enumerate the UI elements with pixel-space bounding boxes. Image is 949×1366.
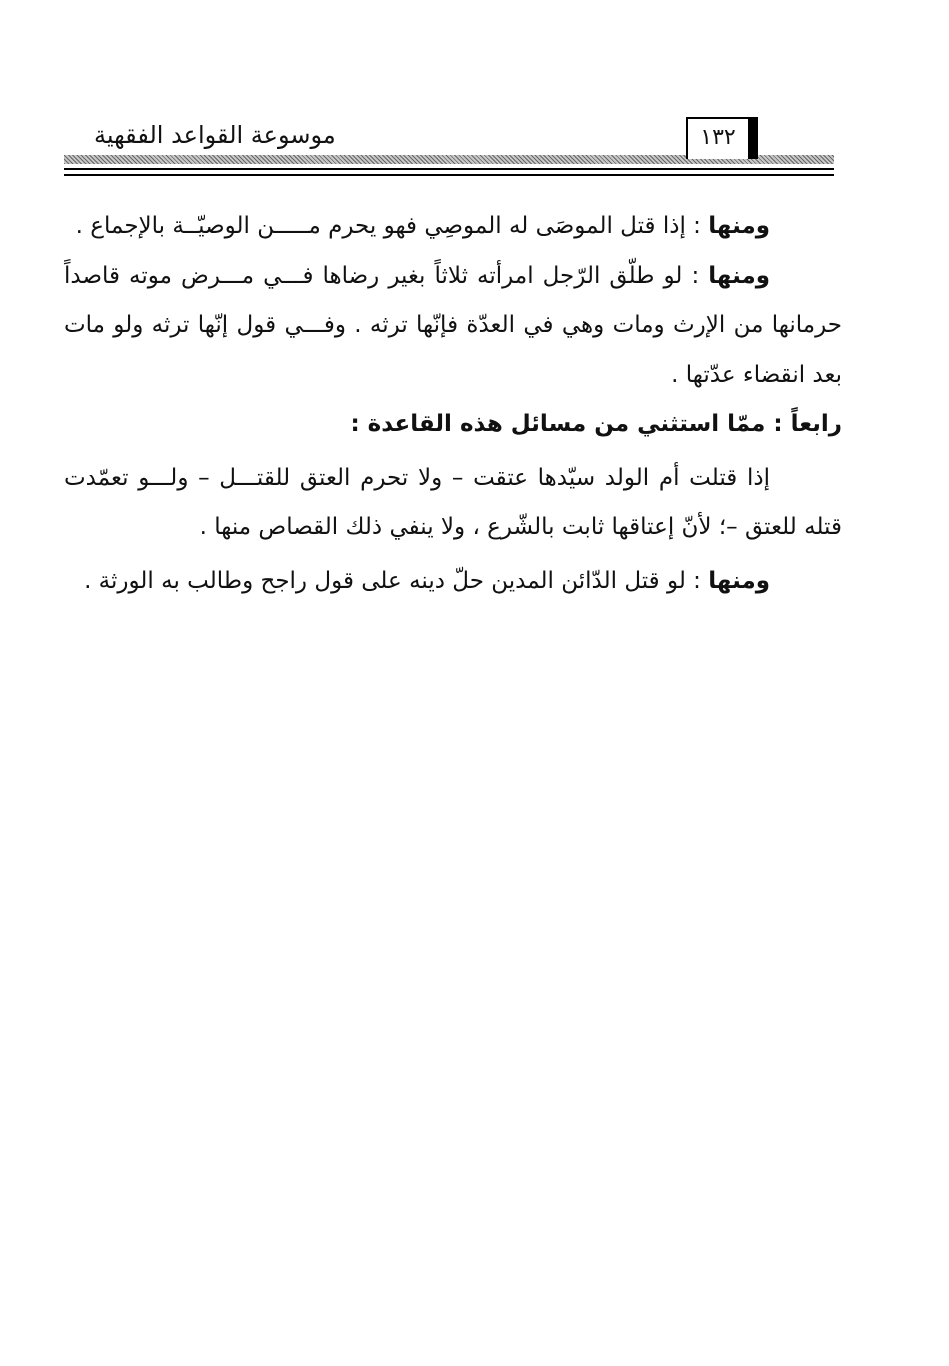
paragraph-text: : لو طلّق الرّجل امرأته ثلاثاً بغير رضاها فـــي مـــرض موته قاصداً حرمانها من الإرث ومات وهي في العدّة فإنّها ترثه . وفـــي قول إنّها ترثه ولو مات بعد انقضاء عدّتها .: [64, 262, 842, 388]
header-rule-bottom: [64, 174, 834, 176]
page-number-box: [686, 117, 758, 159]
paragraph-label: ومنها: [708, 567, 770, 594]
page-header: [64, 112, 834, 178]
paragraph-text: : إذا قتل الموصَى له الموصِي فهو يحرم مـــــن الوصيّــة بالإجماع .: [75, 213, 701, 239]
paragraph-text: : لو قتل الدّائن المدين حلّ دينه على قول راجح وطالب به الورثة .: [84, 567, 701, 594]
paragraph-2: [64, 252, 842, 401]
body-text: [64, 202, 842, 606]
section-heading: رابعاً : ممّا استثني من مسائل هذه القاعدة :: [350, 411, 842, 437]
paragraph-3: [64, 454, 842, 553]
page-number: ١٣٢: [700, 125, 736, 150]
paragraph-text: إذا قتلت أم الولد سيّدها عتقت – ولا تحرم العتق للقتـــل – ولـــو تعمّدت قتله للعتق –؛ لأنّ إعتاقها ثابت بالشّرع ، ولا ينفي ذلك القصاص منها .: [64, 464, 842, 540]
paragraph-4: [64, 557, 842, 607]
paragraph-label: ومنها: [708, 213, 770, 239]
paragraph-1: [64, 202, 842, 252]
paragraph-label: ومنها: [708, 262, 770, 289]
running-title: موسوعة القواعد الفقهية: [94, 121, 336, 149]
header-rule-top: [64, 168, 834, 170]
